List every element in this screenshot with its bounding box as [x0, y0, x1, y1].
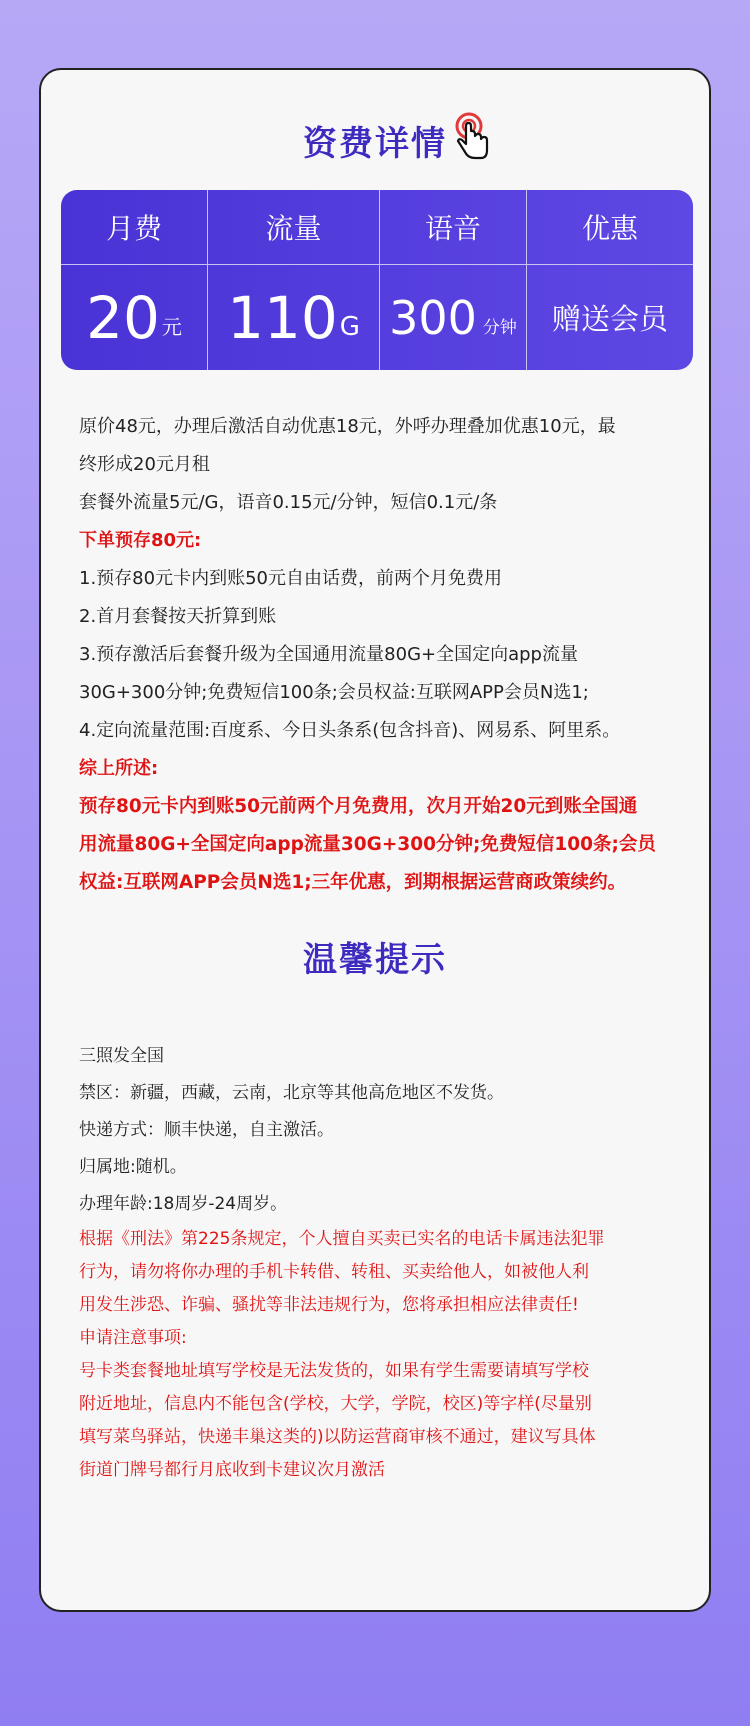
- notice-line: 附近地址，信息内不能包含(学校，大学，学院，校区)等字样(尽量别: [79, 1394, 592, 1414]
- data-unit: G: [339, 312, 360, 342]
- detail-title: 资费详情: [303, 124, 447, 164]
- voice-unit: 分钟: [482, 318, 517, 338]
- data-cell: [208, 265, 379, 370]
- detail-line: 套餐外流量5元/G，语音0.15元/分钟，短信0.1元/条: [79, 492, 498, 513]
- tip-line: 禁区：新疆，西藏，云南，北京等其他高危地区不发货。: [79, 1083, 504, 1103]
- prestore-item: 1.预存80元卡内到账50元自由话费，前两个月免费用: [79, 568, 502, 589]
- legal-line: 用发生涉恐、诈骗、骚扰等非法违规行为，您将承担相应法律责任!: [79, 1295, 579, 1315]
- tip-line: 办理年龄:18周岁-24周岁。: [79, 1194, 288, 1214]
- summary-line: 预存80元卡内到账50元前两个月免费用，次月开始20元到账全国通: [79, 796, 638, 817]
- benefit-value: 赠送会员: [551, 302, 668, 336]
- detail-line: 终形成20元月租: [79, 454, 210, 475]
- tip-line: 快递方式：顺丰快递，自主激活。: [79, 1120, 334, 1140]
- voice-value: 300: [389, 290, 477, 345]
- header-voice: 语音: [424, 212, 481, 245]
- hand-pointer-icon: [453, 112, 493, 166]
- header-benefit: 优惠: [581, 212, 638, 245]
- tips-section: [79, 1038, 679, 1487]
- header-data: 流量: [265, 212, 322, 245]
- prestore-item: 4.定向流量范围:百度系、今日头条系(包含抖音)、网易系、阿里系。: [79, 720, 621, 741]
- tips-title: 温馨提示: [303, 940, 447, 980]
- monthly-fee-unit: 元: [161, 315, 182, 339]
- notice-heading: 申请注意事项:: [79, 1328, 187, 1348]
- tip-line: 三照发全国: [79, 1046, 164, 1066]
- data-value: 110: [227, 283, 338, 352]
- detail-line: 原价48元，办理后激活自动优惠18元，外呼办理叠加优惠10元，最: [79, 416, 616, 437]
- plan-detail-card: [39, 68, 711, 1612]
- notice-line: 街道门牌号都行月底收到卡建议次月激活: [79, 1460, 385, 1480]
- summary-line: 权益:互联网APP会员N选1;三年优惠，到期根据运营商政策续约。: [79, 872, 627, 893]
- notice-line: 填写菜鸟驿站，快递丰巢这类的)以防运营商审核不通过，建议写具体: [79, 1427, 596, 1447]
- prestore-item: 2.首月套餐按天折算到账: [79, 606, 277, 627]
- tip-line: 归属地:随机。: [79, 1157, 187, 1177]
- prestore-item: 3.预存激活后套餐升级为全国通用流量80G+全国定向app流量: [79, 644, 578, 665]
- price-table: [61, 190, 693, 370]
- prestore-item: 30G+300分钟;免费短信100条;会员权益:互联网APP会员N选1;: [79, 682, 589, 703]
- legal-line: 根据《刑法》第225条规定，个人擅自买卖已实名的电话卡属违法犯罪: [79, 1229, 605, 1249]
- prestore-heading: 下单预存80元:: [79, 530, 202, 551]
- header-monthly-fee: 月费: [105, 212, 162, 245]
- summary-heading: 综上所述:: [79, 758, 159, 779]
- legal-line: 行为，请勿将你办理的手机卡转借、转租、买卖给他人，如被他人利: [79, 1262, 589, 1282]
- summary-line: 用流量80G+全国定向app流量30G+300分钟;免费短信100条;会员: [79, 834, 656, 855]
- voice-cell: [380, 265, 526, 370]
- monthly-fee-cell: [61, 265, 207, 370]
- plan-details: [79, 408, 679, 902]
- notice-line: 号卡类套餐地址填写学校是无法发货的，如果有学生需要请填写学校: [79, 1361, 589, 1381]
- monthly-fee-value: 20: [86, 283, 160, 352]
